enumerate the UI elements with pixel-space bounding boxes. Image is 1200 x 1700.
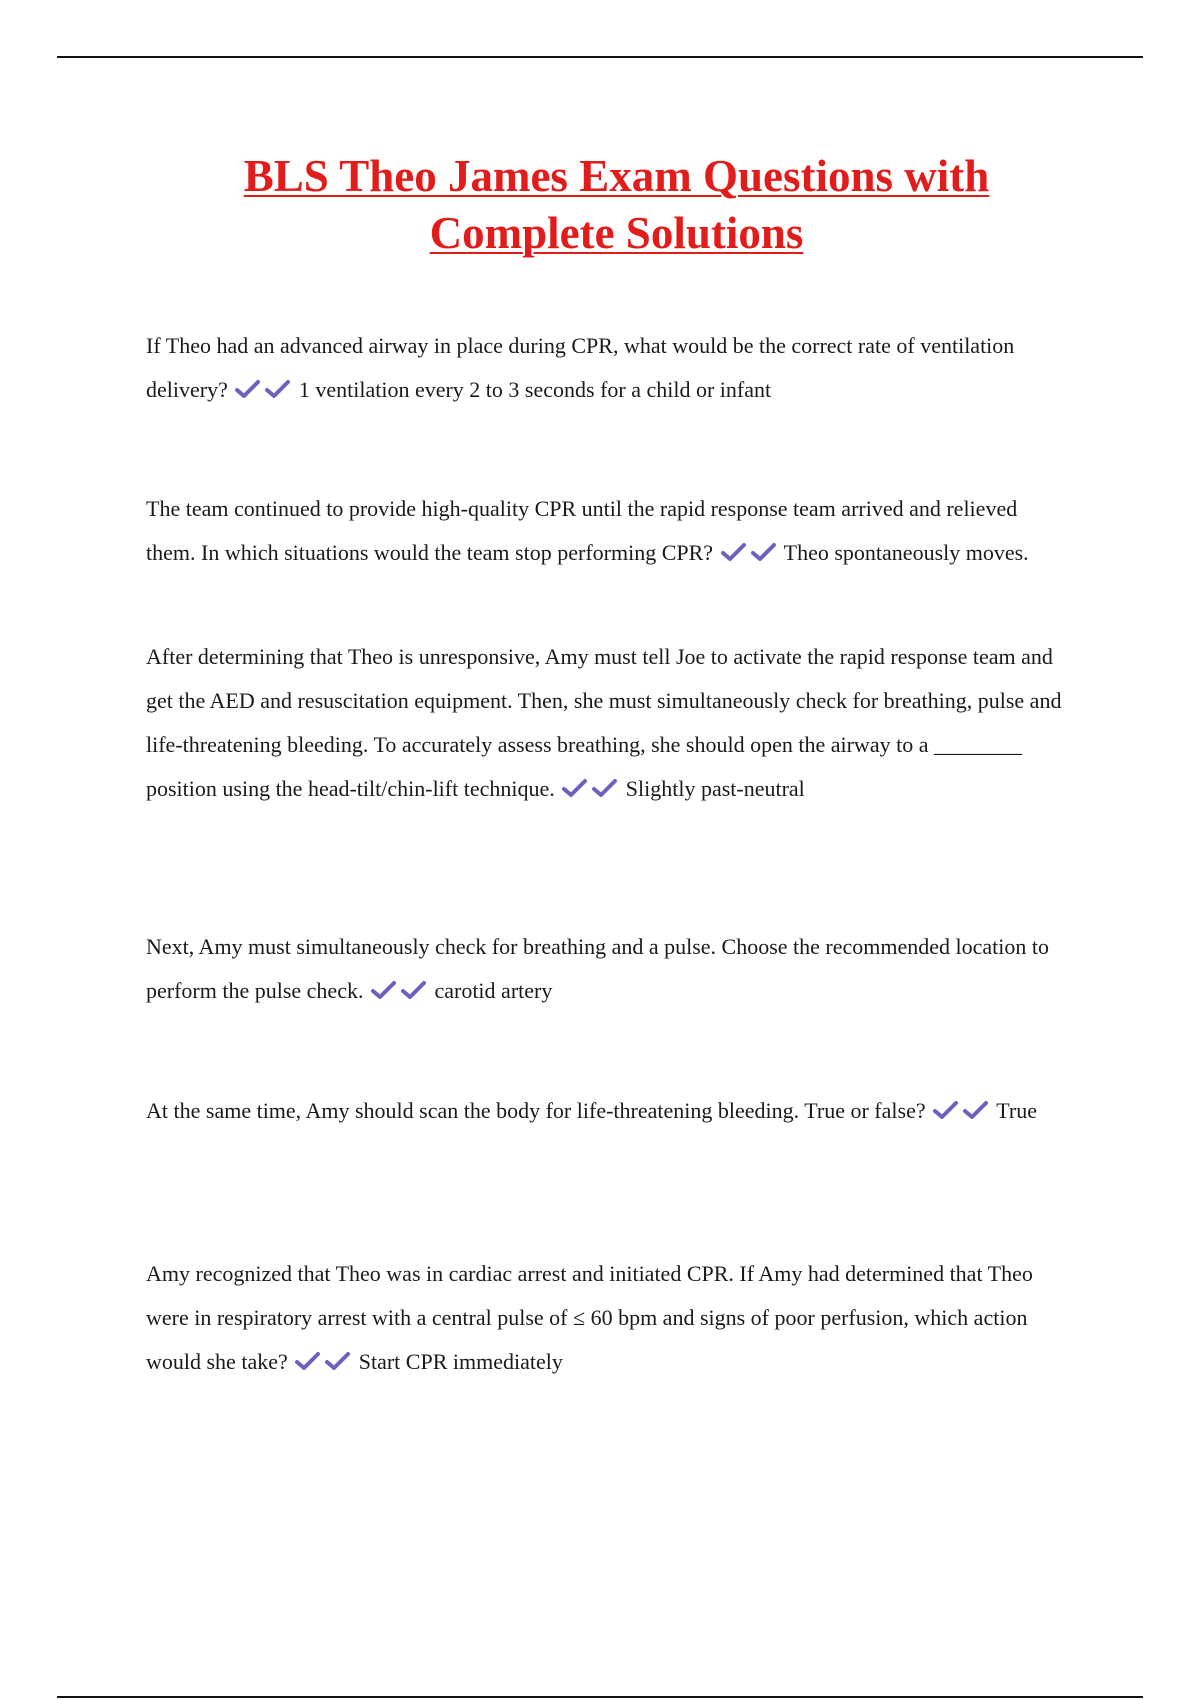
answer-text: True bbox=[996, 1098, 1037, 1123]
qa-item-2 bbox=[146, 487, 1066, 575]
check-icon bbox=[233, 377, 263, 401]
check-icon bbox=[560, 776, 590, 800]
question-text: Next, Amy must simultaneously check for breathing and a pulse. Choose the recommended location to perform the pulse check. bbox=[146, 934, 1050, 1003]
answer-marker bbox=[560, 776, 620, 801]
qa-item-5 bbox=[146, 1089, 1066, 1133]
check-icon bbox=[590, 776, 620, 800]
question-text: At the same time, Amy should scan the body for life-threatening bleeding. True or false? bbox=[146, 1098, 926, 1123]
answer-text: Start CPR immediately bbox=[358, 1349, 563, 1374]
bottom-rule bbox=[57, 1696, 1143, 1698]
check-icon bbox=[323, 1349, 353, 1373]
answer-text: Theo spontaneously moves. bbox=[783, 540, 1029, 565]
top-rule bbox=[57, 56, 1143, 58]
qa-item-3 bbox=[146, 635, 1066, 811]
question-text: After determining that Theo is unresponsive, Amy must tell Joe to activate the rapid response team and get the AED and resuscitation equipment. Then, she must simultaneously check for breathing, pulse and life-threatening bleeding. To accurately assess breathing, she should open the airway to a ________ position using the head-tilt/chin-lift technique. bbox=[146, 644, 1062, 801]
answer-marker bbox=[719, 540, 779, 565]
question-text: The team continued to provide high-quality CPR until the rapid response team arrived and relieved them. In which situations would the team stop performing CPR? bbox=[146, 496, 1018, 565]
check-icon bbox=[749, 540, 779, 564]
document-title bbox=[100, 148, 1133, 262]
question-text: If Theo had an advanced airway in place during CPR, what would be the correct rate of ventilation delivery? bbox=[146, 333, 1015, 402]
check-icon bbox=[931, 1098, 961, 1122]
qa-item-6 bbox=[146, 1252, 1066, 1384]
question-text: Amy recognized that Theo was in cardiac arrest and initiated CPR. If Amy had determined that Theo were in respiratory arrest with a central pulse of ≤ 60 bpm and signs of poor perfusion, which action would she take? bbox=[146, 1261, 1033, 1374]
answer-text: carotid artery bbox=[434, 978, 553, 1003]
check-icon bbox=[961, 1098, 991, 1122]
qa-item-1 bbox=[146, 324, 1066, 412]
answer-marker bbox=[233, 377, 293, 402]
answer-text: 1 ventilation every 2 to 3 seconds for a child or infant bbox=[298, 377, 772, 402]
check-icon bbox=[263, 377, 293, 401]
answer-marker bbox=[369, 978, 429, 1003]
title-line-2: Complete Solutions bbox=[429, 208, 804, 258]
check-icon bbox=[719, 540, 749, 564]
answer-text: Slightly past-neutral bbox=[625, 776, 805, 801]
answer-marker bbox=[293, 1349, 353, 1374]
check-icon bbox=[293, 1349, 323, 1373]
check-icon bbox=[369, 978, 399, 1002]
check-icon bbox=[399, 978, 429, 1002]
qa-item-4 bbox=[146, 925, 1066, 1013]
title-line-1: BLS Theo James Exam Questions with bbox=[243, 151, 990, 201]
answer-marker bbox=[931, 1098, 991, 1123]
